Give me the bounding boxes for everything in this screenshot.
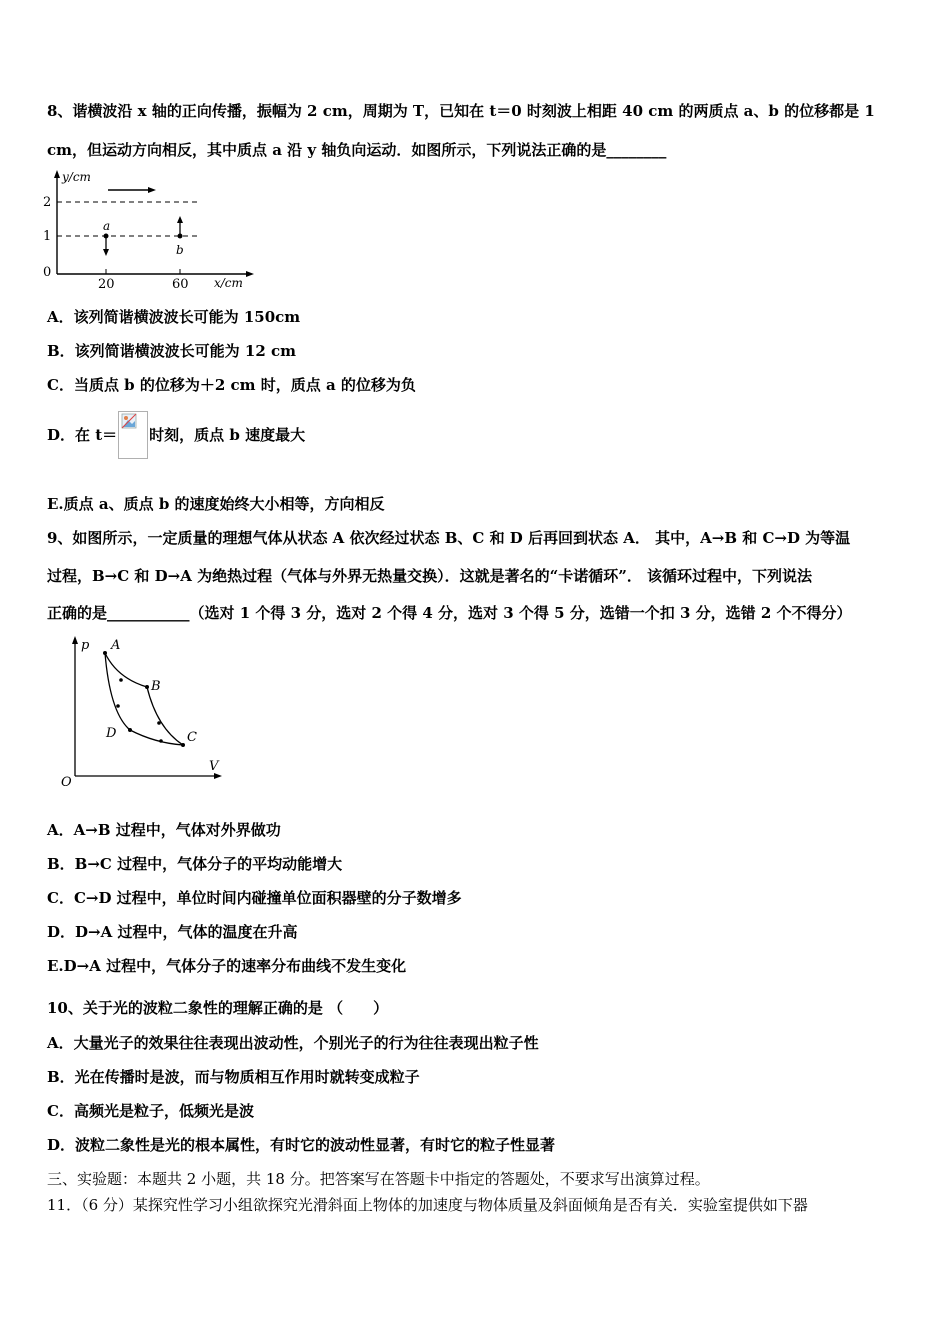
q11-stem: 11．（6 分）某探究性学习小组欲探究光滑斜面上物体的加速度与物体质量及斜面倾角是否有关．实验室提供如下器 [47, 1196, 808, 1214]
q10-option-c: C．高频光是粒子，低频光是波 [47, 1102, 254, 1120]
q8-option-b: B．该列简谐横波波长可能为 12 cm [47, 342, 297, 360]
q9-state-b-label: B [151, 679, 161, 694]
q9-stem-line2: 过程，B→C 和 D→A 为绝热过程（气体与外界无热量交换）．这就是著名的“卡诺循环”． 该循环过程中，下列说法 [47, 567, 813, 585]
section-three-heading: 三、实验题：本题共 2 小题，共 18 分。把答案写在答题卡中指定的答题处，不要求写出演算过程。 [47, 1170, 710, 1188]
q8-y-tick-1: 1 [43, 229, 52, 244]
q9-option-c: C．C→D 过程中，单位时间内碰撞单位面积器壁的分子数增多 [47, 889, 462, 907]
q9-p-axis-label: p [81, 638, 90, 653]
q9-origin-label: O [61, 775, 72, 790]
broken-image-icon [118, 411, 148, 459]
q10-option-b: B．光在传播时是波，而与物质相互作用时就转变成粒子 [47, 1068, 420, 1086]
q8-stem-line1: 8、谐横波沿 x 轴的正向传播，振幅为 2 cm，周期为 T，已知在 t＝0 时刻波上相距 40 cm 的两质点 a、b 的位移都是 1 [47, 102, 875, 120]
q9-v-axis-label: V [209, 759, 219, 774]
q9-stem-line1: 9、如图所示，一定质量的理想气体从状态 A 依次经过状态 B、C 和 D 后再回到状态 A． 其中，A→B 和 C→D 为等温 [47, 529, 851, 547]
q8-y-tick-0: 0 [43, 265, 52, 280]
q8-y-axis-label: y/cm [62, 170, 91, 184]
q8-option-e: E.质点 a、质点 b 的速度始终大小相等，方向相反 [47, 495, 385, 513]
q8-point-a-label: a [103, 219, 111, 233]
q9-stem-line3: 正确的是___________（选对 1 个得 3 分，选对 2 个得 4 分，选对 3 个得 5 分，选错一个扣 3 分，选错 2 个不得分） [47, 604, 852, 622]
q9-option-e: E.D→A 过程中，气体分子的速率分布曲线不发生变化 [47, 957, 407, 975]
q9-state-c-label: C [187, 730, 197, 745]
q8-wave-figure [40, 168, 265, 292]
q9-pv-diagram [55, 633, 230, 793]
q8-x-axis-label: x/cm [214, 276, 243, 290]
q9-option-a: A．A→B 过程中，气体对外界做功 [47, 821, 281, 839]
q8-option-a: A．该列简谐横波波长可能为 150cm [47, 308, 301, 326]
q8-option-d [47, 410, 900, 460]
q10-stem: 10、关于光的波粒二象性的理解正确的是 （ ） [47, 999, 389, 1017]
q9-state-a-label: A [111, 638, 121, 653]
q8-x-tick-60: 60 [172, 277, 189, 292]
q8-x-tick-20: 20 [98, 277, 115, 292]
q10-option-a: A．大量光子的效果往往表现出波动性，个别光子的行为往往表现出粒子性 [47, 1034, 539, 1052]
q9-option-d: D．D→A 过程中，气体的温度在升高 [47, 923, 298, 941]
q8-stem-line2: cm，但运动方向相反，其中质点 a 沿 y 轴负向运动．如图所示，下列说法正确的是________ [47, 141, 667, 159]
q8-point-b-label: b [176, 243, 184, 257]
q9-option-b: B．B→C 过程中，气体分子的平均动能增大 [47, 855, 343, 873]
q10-option-d: D．波粒二象性是光的根本属性，有时它的波动性显著，有时它的粒子性显著 [47, 1136, 556, 1154]
q8-option-d-suffix: 时刻，质点 b 速度最大 [149, 426, 306, 444]
q8-option-c: C．当质点 b 的位移为＋2 cm 时，质点 a 的位移为负 [47, 376, 416, 394]
q8-y-tick-2: 2 [43, 195, 52, 210]
q8-option-d-prefix: D．在 t＝ [47, 426, 118, 444]
q9-state-d-label: D [106, 726, 117, 741]
